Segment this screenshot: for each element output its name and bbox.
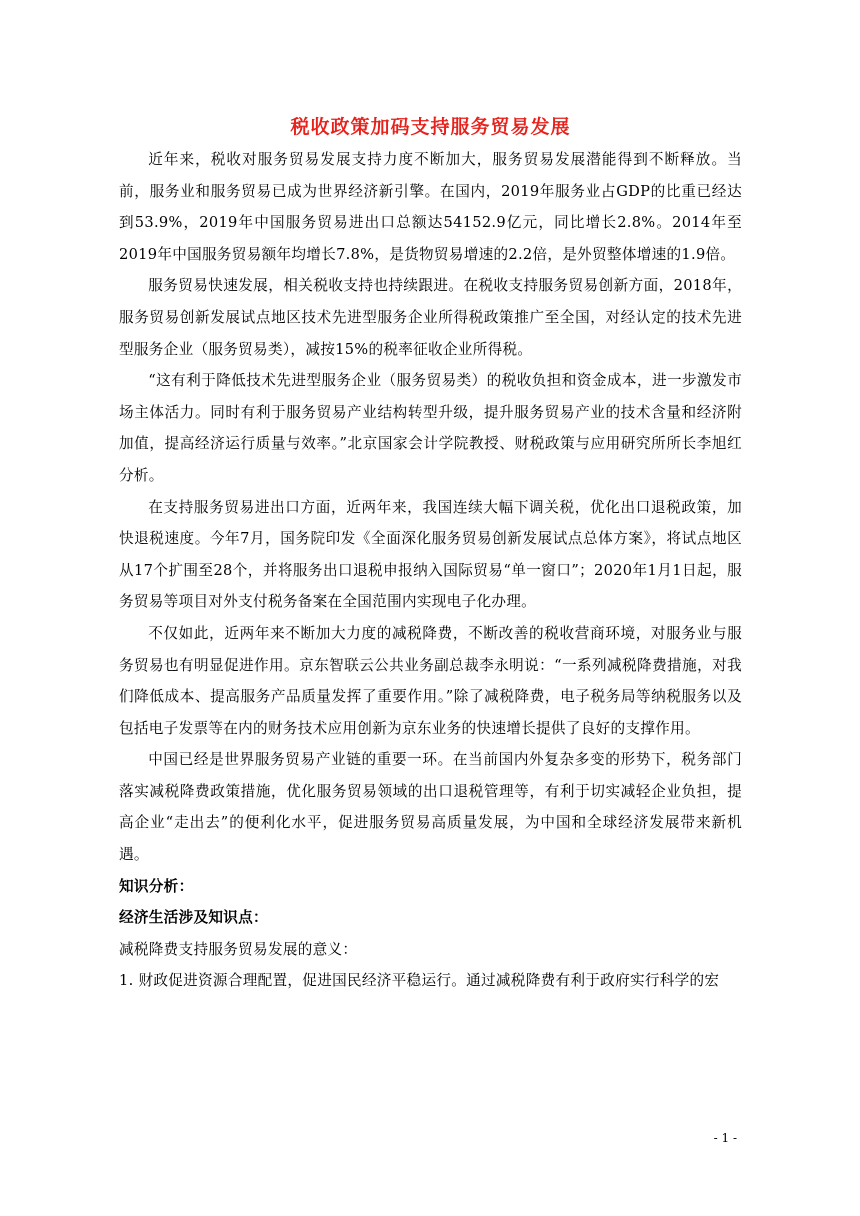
significance-line: 减税降费支持服务贸易发展的意义： (119, 940, 358, 958)
heading-knowledge-analysis: 知识分析： (119, 877, 194, 895)
document-title: 税收政策加码支持服务贸易发展 (290, 116, 571, 138)
document-body (119, 112, 742, 997)
heading-knowledge-points: 经济生活涉及知识点： (119, 909, 268, 927)
paragraph-intro: 近年来，税收对服务贸易发展支持力度不断加大，服务贸易发展潜能得到不断释放。当前，服务业和服务贸易已成为世界经济新引擎。在国内，2019年服务业占GDP的比重已经达到53.9%，2019年中国服务贸易进出口总额达54152.9亿元，同比增长2.8%。2014年至2019年中国服务贸易额年均增长7.8%，是货物贸易增速的2.2倍，是外贸整体增速的1.9倍。 (119, 151, 742, 263)
point-1: 1. 财政促进资源合理配置，促进国民经济平稳运行。通过减税降费有利于政府实行科学的宏 (119, 972, 720, 990)
paragraph-quote-li-xuhong: “这有利于降低技术先进型服务企业（服务贸易类）的税收负担和资金成本，进一步激发市场主体活力。同时有利于服务贸易产业结构转型升级，提升服务贸易产业的技术含量和经济附加值，提高经济运行质量与效率。”北京国家会计学院教授、财税政策与应用研究所所长李旭红分析。 (119, 372, 742, 484)
page-number: - 1 - (713, 1131, 737, 1145)
paragraph-tax-cuts: 不仅如此，近两年来不断加大力度的减税降费，不断改善的税收营商环境，对服务业与服务贸易也有明显促进作用。京东智联云公共业务副总裁李永明说：“一系列减税降费措施，对我们降低成本、提高服务产品质量发挥了重要作用。”除了减税降费，电子税务局等纳税服务以及包括电子发票等在内的财务技术应用创新为京东业务的快速增长提供了良好的支撑作用。 (119, 624, 742, 737)
paragraph-import-export: 在支持服务贸易进出口方面，近两年来，我国连续大幅下调关税，优化出口退税政策，加快退税速度。今年7月，国务院印发《全面深化服务贸易创新发展试点总体方案》，将试点地区从17个扩围至28个，并将服务出口退税申报纳入国际贸易“单一窗口”；2020年1月1日起，服务贸易等项目对外支付税务备案在全国范围内实现电子化办理。 (119, 498, 742, 611)
paragraph-tax-support: 服务贸易快速发展，相关税收支持也持续跟进。在税收支持服务贸易创新方面，2018年，服务贸易创新发展试点地区技术先进型服务企业所得税政策推广至全国，对经认定的技术先进型服务企业（服务贸易类），减按15%的税率征收企业所得税。 (119, 277, 742, 358)
paragraph-conclusion: 中国已经是世界服务贸易产业链的重要一环。在当前国内外复杂多变的形势下，税务部门落实减税降费政策措施，优化服务贸易领域的出口退税管理等，有利于切实减轻企业负担，提高企业“走出去”的便利化水平，促进服务贸易高质量发展，为中国和全球经济发展带来新机遇。 (119, 751, 742, 864)
